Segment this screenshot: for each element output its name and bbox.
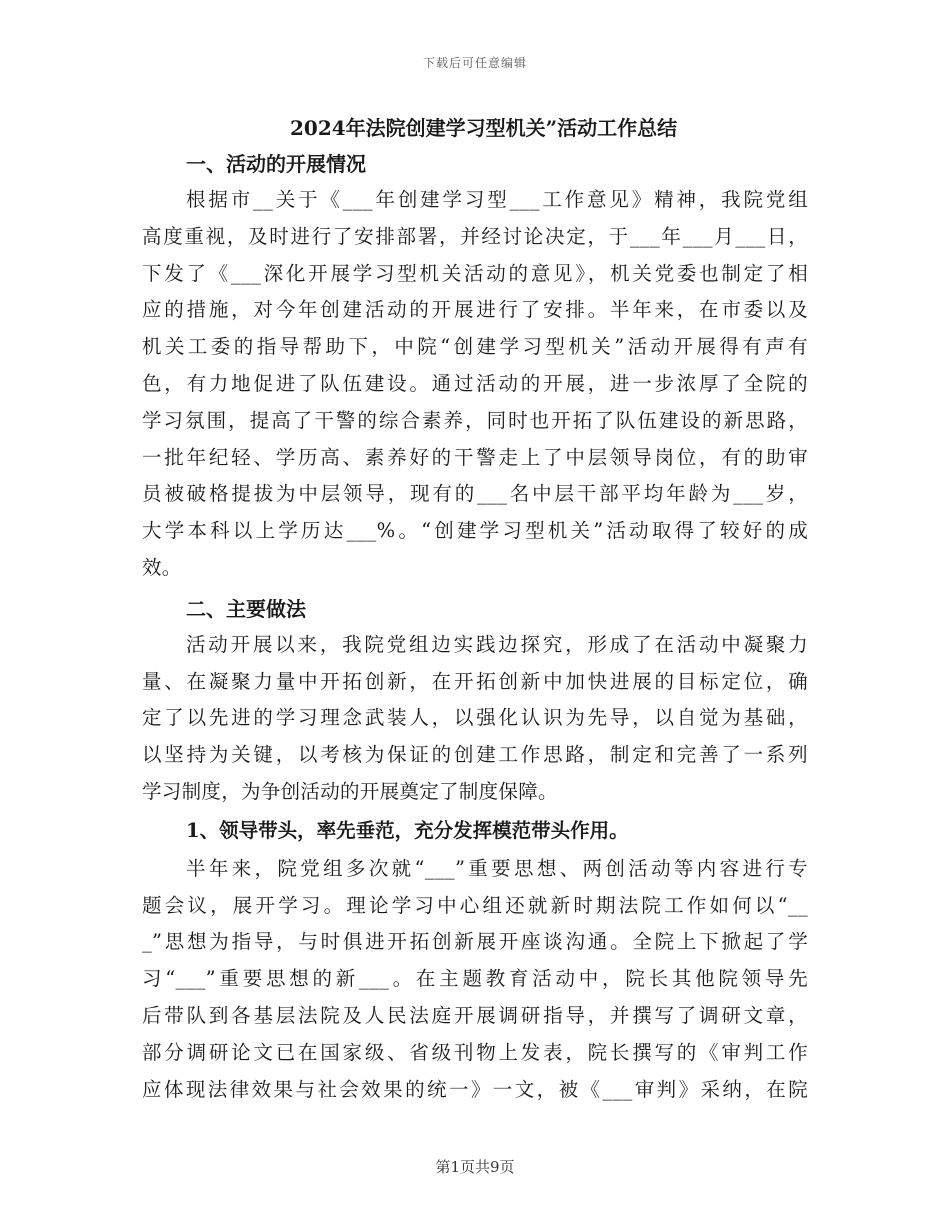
section-1-paragraph xyxy=(142,182,808,587)
text-line: 部分调研论文已在国家级、省级刊物上发表，院长撰写的《审判工作 xyxy=(142,1040,808,1064)
text-line: 半年来，院党组多次就“___”重要思想、两创活动等内容进行专 xyxy=(186,856,808,880)
text-line: 应体现法律效果与社会效果的统一》一文，被《___审判》采纳，在院 xyxy=(142,1077,808,1101)
text-line: 量、在凝聚力量中开拓创新，在开拓创新中加快进展的目标定位，确 xyxy=(142,669,808,693)
text-line: 学习氛围，提高了干警的综合素养，同时也开拓了队伍建设的新思路， xyxy=(142,408,808,432)
text-line: 一批年纪轻、学历高、素养好的干警走上了中层领导岗位，有的助审 xyxy=(142,445,808,469)
text-line: 效。 xyxy=(142,555,182,579)
page-header: 下载后可任意编辑 xyxy=(422,56,527,70)
document-title: 2024年法院创建学习型机关”活动工作总结 xyxy=(290,116,678,140)
document-body xyxy=(142,110,808,1108)
text-line: 定了以先进的学习理念武装人，以强化认识为先导，以自觉为基础， xyxy=(142,706,808,730)
text-line: 下发了《___深化开展学习型机关活动的意见》，机关党委也制定了相 xyxy=(142,261,808,285)
text-line: 机关工委的指导帮助下，中院“创建学习型机关”活动开展得有声有 xyxy=(142,335,808,359)
text-line: 题会议，展开学习。理论学习中心组还就新时期法院工作如何以“__ xyxy=(142,893,808,917)
text-line: 根据市__关于《___年创建学习型___工作意见》精神，我院党组 xyxy=(186,188,808,211)
section-heading-1: 一、活动的开展情况 xyxy=(186,152,366,176)
page-number: 第1页共9页 xyxy=(435,1158,515,1176)
section-heading-2: 二、主要做法 xyxy=(186,596,306,621)
subsection-1-paragraph xyxy=(142,851,808,1109)
text-line: 后带队到各基层法院及人民法庭开展调研指导，并撰写了调研文章， xyxy=(142,1003,808,1027)
text-line: 大学本科以上学历达___%。“创建学习型机关”活动取得了较好的成 xyxy=(142,519,808,543)
text-line: 活动开展以来，我院党组边实践边探究，形成了在活动中凝聚力 xyxy=(186,632,808,656)
subsection-heading-1: 1、领导带头，率先垂范，充分发挥模范带头作用。 xyxy=(186,818,629,842)
text-line: 色，有力地促进了队伍建设。通过活动的开展，进一步浓厚了全院的 xyxy=(142,371,808,395)
text-line: 以坚持为关键，以考核为保证的创建工作思路，制定和完善了一系列 xyxy=(142,743,808,767)
text-line: 员被破格提拔为中层领导，现有的___名中层干部平均年龄为___岁， xyxy=(142,482,808,506)
text-line: 学习制度，为争创活动的开展奠定了制度保障。 xyxy=(142,779,558,803)
text-line: _”思想为指导，与时俱进开拓创新展开座谈沟通。全院上下掀起了学 xyxy=(142,930,808,954)
text-line: 应的措施，对今年创建活动的开展进行了安排。半年来，在市委以及 xyxy=(142,298,808,322)
section-2-paragraph xyxy=(142,627,808,811)
text-line: 习“___”重要思想的新___。在主题教育活动中，院长其他院领导先 xyxy=(142,967,808,991)
text-line: 高度重视，及时进行了安排部署，并经讨论决定，于___年___月___日， xyxy=(142,224,808,248)
